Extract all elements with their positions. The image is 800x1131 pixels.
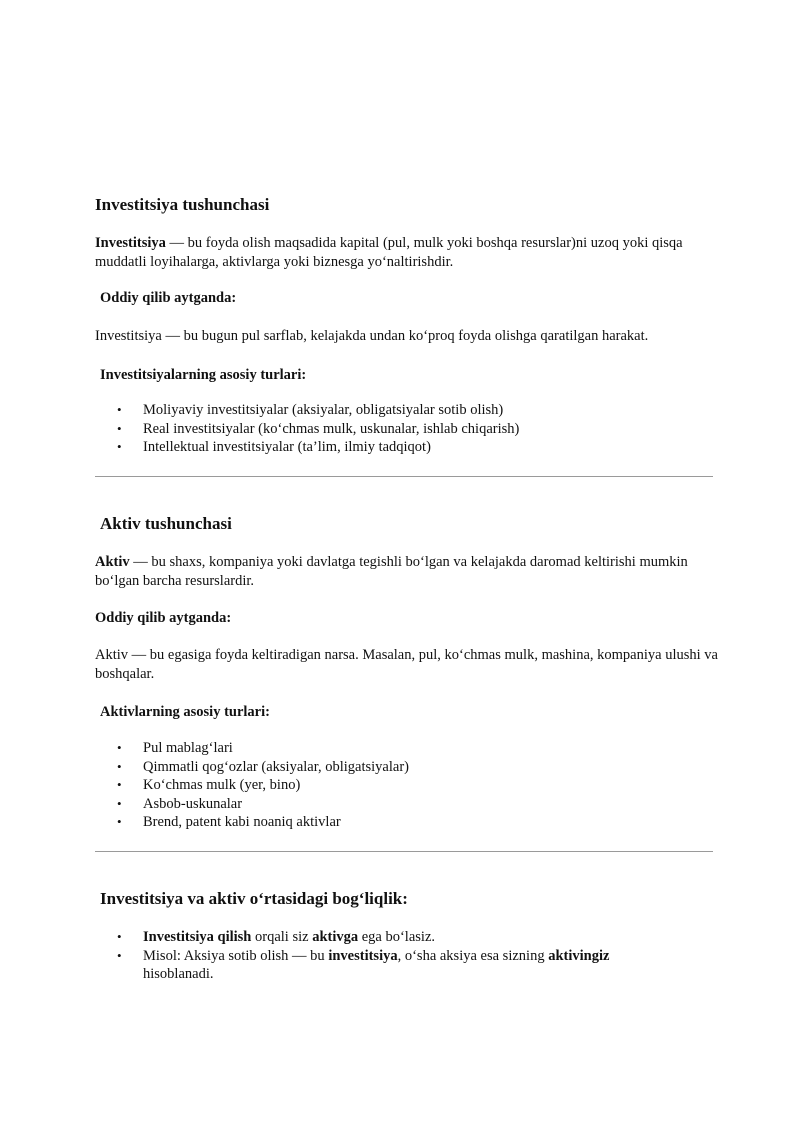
definition-aktiv bbox=[95, 553, 720, 591]
list-item bbox=[95, 928, 695, 947]
list-item bbox=[95, 758, 695, 777]
list-item bbox=[95, 420, 695, 439]
bullet: • bbox=[117, 795, 122, 811]
section-heading-relationship: Investitsiya va aktiv o‘rtasidagi bog‘liqlik: bbox=[100, 889, 408, 908]
bold-term: aktivga bbox=[312, 929, 359, 945]
definition-text: — bu foyda olish maqsadida kapital (pul, mulk yoki boshqa resurslar)ni uzoq yoki qisqa muddatli loyihalarga, aktivlarga yoki biznesga yo‘naltirishdir. bbox=[95, 235, 683, 270]
bullet: • bbox=[117, 420, 122, 436]
list-item-text: Pul mablag‘lari bbox=[143, 740, 233, 756]
definition-text: — bu shaxs, kompaniya yoki davlatga tegishli bo‘lgan va kelajakda daromad keltirishi mumkin bo‘lgan barcha resurslardir. bbox=[95, 554, 688, 589]
text: ega bo‘lasiz. bbox=[358, 929, 436, 945]
types-label: Investitsiyalarning asosiy turlari: bbox=[100, 367, 307, 383]
list-item-text: Asbob-uskunalar bbox=[143, 795, 243, 812]
list-item-text: Real investitsiyalar (ko‘chmas mulk, uskunalar, ishlab chiqarish) bbox=[143, 420, 520, 437]
types-label: Aktivlarning asosiy turlari: bbox=[100, 704, 270, 720]
list-item bbox=[95, 401, 695, 420]
list-item-text: Intellektual investitsiyalar (ta’lim, ilmiy tadqiqot) bbox=[143, 439, 431, 456]
text: orqali siz bbox=[251, 929, 313, 945]
list-item bbox=[95, 795, 695, 814]
list-item bbox=[95, 438, 695, 457]
bullet: • bbox=[117, 929, 122, 944]
simple-label: Oddiy qilib aytganda: bbox=[95, 610, 232, 626]
simple-explanation: Aktiv — bu egasiga foyda keltiradigan narsa. Masalan, pul, ko‘chmas mulk, mashina, kompaniya ulushi va boshqalar. bbox=[95, 647, 718, 682]
simple-explanation: Investitsiya — bu bugun pul sarflab, kelajakda undan ko‘proq foyda olishga qaratilgan harakat. bbox=[95, 328, 649, 344]
list-item-text: Qimmatli qog‘ozlar (aksiyalar, obligatsiyalar) bbox=[143, 758, 409, 775]
investment-types-list bbox=[95, 401, 695, 457]
section-divider bbox=[95, 851, 713, 852]
definition-investitsiya bbox=[95, 234, 720, 272]
text: , o‘sha aksiya esa sizning bbox=[397, 947, 549, 964]
bold-term: investitsiya bbox=[328, 947, 398, 964]
list-item-text: Ko‘chmas mulk (yer, bino) bbox=[143, 777, 301, 794]
list-item-text: Moliyaviy investitsiyalar (aksiyalar, obligatsiyalar sotib olish) bbox=[143, 402, 504, 418]
list-item bbox=[95, 739, 695, 758]
bullet: • bbox=[117, 758, 122, 774]
term-aktiv: Aktiv bbox=[95, 554, 130, 570]
bold-term: Investitsiya qilish bbox=[143, 929, 252, 945]
bullet: • bbox=[117, 740, 122, 755]
list-item bbox=[95, 776, 695, 795]
list-item bbox=[95, 813, 695, 832]
asset-types-list bbox=[95, 739, 695, 832]
section-heading-aktiv: Aktiv tushunchasi bbox=[100, 514, 232, 533]
bold-term: aktivingiz bbox=[548, 947, 610, 964]
text: Misol: Aksiya sotib olish — bu bbox=[143, 947, 329, 964]
bullet: • bbox=[117, 814, 122, 830]
bullet: • bbox=[117, 402, 122, 417]
list-item-text: Brend, patent kabi noaniq aktivlar bbox=[143, 814, 341, 831]
simple-label: Oddiy qilib aytganda: bbox=[100, 290, 237, 306]
section-divider bbox=[95, 476, 713, 477]
relationship-list bbox=[95, 928, 695, 984]
text: hisoblanadi. bbox=[143, 966, 214, 983]
bullet: • bbox=[117, 439, 122, 455]
section-heading-investitsiya: Investitsiya tushunchasi bbox=[95, 195, 270, 214]
bullet: • bbox=[117, 777, 122, 793]
bullet: • bbox=[117, 947, 122, 963]
term-investitsiya: Investitsiya bbox=[95, 235, 166, 251]
list-item bbox=[95, 947, 683, 984]
